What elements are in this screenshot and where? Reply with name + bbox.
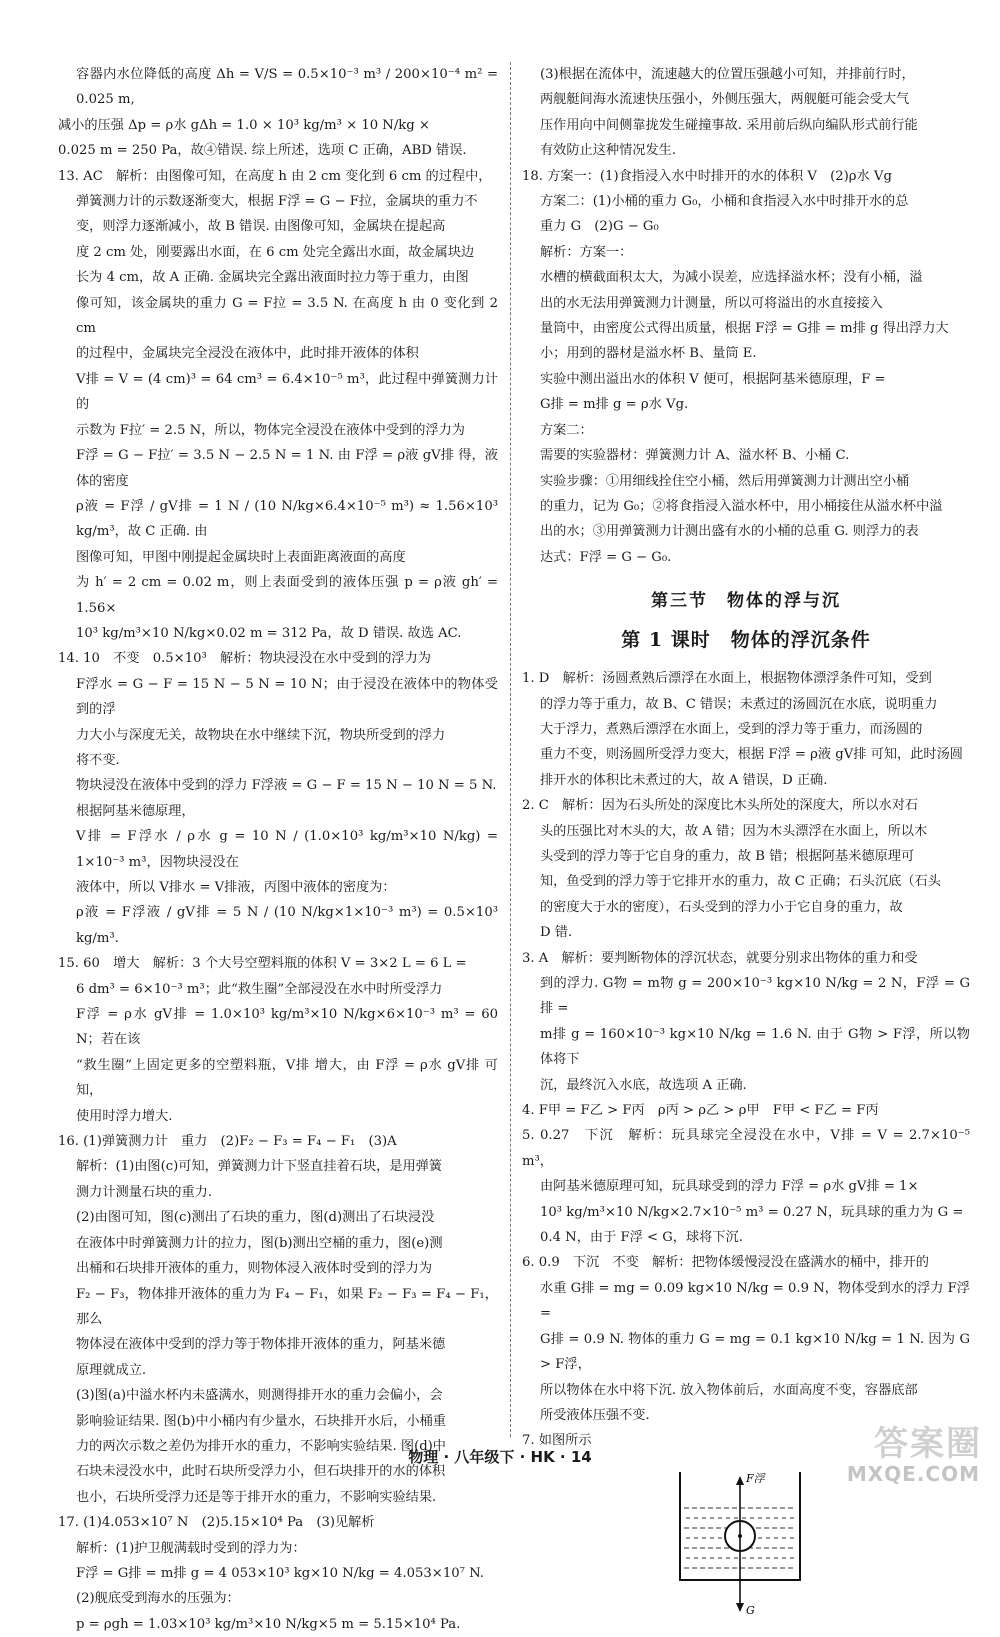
- text-line: (2)由图可知，图(c)测出了石块的重力，图(d)测出了石块浸没: [76, 1210, 435, 1226]
- text-line: 图像可知，甲图中刚提起金属块时上表面距离液面的高度: [76, 549, 406, 565]
- right-column-bottom: [522, 666, 970, 1454]
- text-line: “救生圈”上固定更多的空塑料瓶，V排 增大，由 F浮 = ρ水 gV排 可知，: [76, 1057, 498, 1099]
- text-line: 变，则浮力逐渐减小，故 B 错误. 由图像可知，金属块在提起高: [76, 219, 446, 235]
- section-title: 第三节 物体的浮与沉: [651, 591, 841, 612]
- text-line: 容器内水位降低的高度 Δh = V/S = 0.5×10⁻³ m³ / 200×10⁻⁴ m² = 0.025 m,: [76, 67, 498, 108]
- text-line: D 错.: [540, 925, 573, 941]
- text-line: 到的浮力. G物 = m物 g = 200×10⁻³ kg×10 N/kg = 2 N，F浮 = G排 =: [540, 976, 970, 1017]
- text-line: 头受到的浮力等于它自身的重力，故 B 错；根据阿基米德原理可: [540, 848, 915, 864]
- text-line: 物体浸在液体中受到的浮力等于物体排开液体的重力，阿基米德: [76, 1337, 446, 1353]
- text-line: 水重 G排 = mg = 0.09 kg×10 N/kg = 0.9 N，物体受到水的浮力 F浮 =: [540, 1280, 970, 1322]
- text-line: 所受液体压强不变.: [540, 1407, 650, 1423]
- text-line: F浮 = G − F拉′ = 3.5 N − 2.5 N = 1 N. 由 F浮 = ρ液 gV排 得，液体的密度: [76, 448, 498, 489]
- text-line: 3. A 解析：要判断物体的浮沉状态，就要分别求出物体的重力和受: [522, 950, 918, 966]
- text-line: 重力不变，则汤圆所受浮力变大，根据 F浮 = ρ液 gV排 可知，此时汤圆: [540, 747, 963, 763]
- text-line: 5. 0.27 下沉 解析：玩具球完全浸没在水中，V排 = V = 2.7×10⁻⁵ m³，: [522, 1128, 970, 1169]
- text-line: 弹簧测力计的示数逐渐变大，根据 F浮 = G − F拉，金属块的重力不: [76, 194, 478, 210]
- text-line: 的密度大于水的密度），石头受到的浮力小于它自身的重力，故: [540, 899, 903, 915]
- text-line: 13. AC 解析：由图像可知，在高度 h 由 2 cm 变化到 6 cm 的过程中，: [58, 168, 492, 184]
- text-line: 像可知，该金属块的重力 G = F拉 = 3.5 N. 在高度 h 由 0 变化到 2 cm: [76, 295, 498, 337]
- text-line: 10³ kg/m³×10 N/kg×0.02 m = 312 Pa，故 D 错误. 故选 AC.: [76, 625, 462, 641]
- text-line: 知，鱼受到的浮力等于它排开水的重力，故 C 正确；石头沉底（石头: [540, 874, 941, 890]
- text-line: F浮 = ρ水 gV排 = 1.0×10³ kg/m³×10 N/kg×6×10⁻³ m³ = 60 N；若在该: [76, 1007, 498, 1048]
- text-line: 石块未浸没水中，此时石块所受浮力小，但石块排开的水的体积: [76, 1464, 446, 1480]
- text-line: 6. 0.9 下沉 不变 解析：把物体缓慢浸没在盛满水的桶中，排开的: [522, 1255, 929, 1271]
- text-line: 14. 10 不变 0.5×10³ 解析：物块浸没在水中受到的浮力为: [58, 651, 431, 667]
- text-line: 0.4 N，由于 F浮 < G，球将下沉.: [540, 1230, 743, 1246]
- text-line: V排 = F浮水 / ρ水 g = 10 N / (1.0×10³ kg/m³×10 N/kg) = 1×10⁻³ m³，因物块浸没在: [76, 829, 498, 870]
- text-line: G排 = 0.9 N. 物体的重力 G = mg = 0.1 kg×10 N/kg = 1 N. 因为 G > F浮，: [540, 1331, 970, 1373]
- text-line: 16. (1)弹簧测力计 重力 (2)F₂ − F₃ = F₄ − F₁ (3)A: [58, 1134, 397, 1150]
- text-line: 实验步骤：①用细线拴住空小桶，然后用弹簧测力计测出空小桶: [540, 473, 910, 489]
- text-line: 2. C 解析：因为石头所处的深度比木头所处的深度大，所以水对石: [522, 798, 919, 814]
- text-line: 达式：F浮 = G − G₀.: [540, 549, 672, 565]
- text-line: p = ρgh = 1.03×10³ kg/m³×10 N/kg×5 m = 5.15×10⁴ Pa.: [76, 1616, 461, 1632]
- text-line: 出桶和石块排开液体的重力，则物体浸入液体时受到的浮力为: [76, 1261, 433, 1277]
- text-line: 0.025 m = 250 Pa，故④错误. 综上所述，选项 C 正确，ABD 错误.: [58, 143, 467, 159]
- text-line: 的浮力等于重力，故 B、C 错误；未煮过的汤圆沉在水底，说明重力: [540, 696, 938, 712]
- watermark-logo: [822, 1416, 982, 1486]
- text-line: 两舰艇间海水流速快压强小，外侧压强大，两舰艇可能会受大气: [540, 92, 910, 108]
- text-line: 大于浮力，煮熟后漂浮在水面上，受到的浮力等于重力，而汤圆的: [540, 721, 923, 737]
- text-line: F浮 = G排 = m排 g = 4 053×10³ kg×10 N/kg = 4.053×10⁷ N.: [76, 1565, 485, 1581]
- container-figure: [674, 1468, 806, 1618]
- text-line: 重力 G (2)G − G₀: [540, 219, 659, 235]
- text-line: (2)舰底受到海水的压强为：: [76, 1591, 240, 1607]
- text-line: 7. 如图所示: [522, 1433, 592, 1449]
- text-line: 量筒中，由密度公式得出质量，根据 F浮 = G排 = m排 g 得出浮力大: [540, 321, 949, 337]
- text-line: 水槽的横截面积太大，为减小误差，应选择溢水杯；没有小桶，溢: [540, 270, 923, 286]
- text-line: 影响验证结果. 图(b)中小桶内有少量水，石块排开水后，小桶重: [76, 1413, 446, 1429]
- text-line: G排 = m排 g = ρ水 Vg.: [540, 397, 689, 413]
- text-line: 解析：(1)护卫舰满载时受到的浮力为：: [76, 1540, 306, 1556]
- text-line: 使用时浮力增大.: [76, 1108, 173, 1124]
- watermark-url: MXQE.COM: [846, 1462, 980, 1486]
- right-column: [522, 62, 970, 1618]
- text-line: (3)根据在流体中，流速越大的位置压强越小可知，并排前行时，: [540, 67, 915, 82]
- text-line: 方案二：(1)小桶的重力 G₀，小桶和食指浸入水中时排开水的总: [540, 194, 909, 210]
- text-line: ρ液 = F浮液 / gV排 = 5 N / (10 N/kg×1×10⁻³ m³) = 0.5×10³ kg/m³.: [76, 905, 498, 946]
- text-line: 根据阿基米德原理，: [76, 803, 195, 819]
- text-line: 需要的实验器材：弹簧测力计 A、溢水杯 B、小桶 C.: [540, 448, 850, 464]
- text-line: 沉，最终沉入水底，故选项 A 正确.: [540, 1077, 747, 1093]
- text-line: F₂ − F₃，物体排开液体的重力为 F₄ − F₁，如果 F₂ − F₃ = F₄ − F₁，那么: [76, 1286, 498, 1327]
- text-line: 15. 60 增大 解析：3 个大号空塑料瓶的体积 V = 3×2 L = 6 L =: [58, 956, 467, 972]
- text-line: 实验中测出溢出水的体积 V 便可，根据阿基米德原理，F =: [540, 371, 886, 387]
- text-line: 有效防止这种情况发生.: [540, 143, 677, 159]
- text-line: 排开水的体积比未煮过的大，故 A 错误，D 正确.: [540, 772, 828, 788]
- text-line: 17. (1)4.053×10⁷ N (2)5.15×10⁴ Pa (3)见解析: [58, 1515, 375, 1531]
- text-line: 出的水；③用弹簧测力计测出盛有水的小桶的总重 G. 则浮力的表: [540, 524, 919, 540]
- text-line: 出的水无法用弹簧测力计测量，所以可将溢出的水直接接入: [540, 295, 883, 311]
- gravity-label: G: [746, 1603, 755, 1617]
- lesson-title: 第 1 课时 物体的浮沉条件: [621, 629, 871, 652]
- buoyant-force-label: F浮: [746, 1471, 765, 1485]
- page-footer: 物理 · 八年级下 · HK · 14: [408, 1448, 592, 1466]
- text-line: 1. D 解析：汤圆煮熟后漂浮在水面上，根据物体漂浮条件可知，受到: [522, 671, 932, 687]
- text-line: m排 g = 160×10⁻³ kg×10 N/kg = 1.6 N. 由于 G物 > F浮，所以物体将下: [540, 1026, 970, 1068]
- text-line: 将不变.: [76, 752, 120, 768]
- text-line: 物块浸没在液体中受到的浮力 F浮液 = G − F = 15 N − 10 N = 5 N.: [76, 778, 497, 794]
- right-column-top: [522, 62, 970, 570]
- text-line: 示数为 F拉′ = 2.5 N，所以，物体完全浸没在液体中受到的浮力为: [76, 422, 465, 438]
- text-line: F浮水 = G − F = 15 N − 5 N = 10 N；由于浸没在液体中的物体受到的浮: [76, 676, 498, 718]
- text-line: 头的压强比对木头的大，故 A 错；因为木头漂浮在水面上，所以木: [540, 823, 928, 839]
- text-line: 减小的压强 Δp = ρ水 gΔh = 1.0 × 10³ kg/m³ × 10 N/kg ×: [58, 117, 430, 133]
- buoyancy-diagram: [674, 1468, 806, 1618]
- left-column: [58, 62, 498, 1637]
- text-line: 压作用向中间侧靠拢发生碰撞事故. 采用前后纵向编队形式前行能: [540, 117, 918, 133]
- text-line: 为 h′ = 2 cm = 0.02 m，则上表面受到的液体压强 p = ρ液 gh′ = 1.56×: [76, 575, 498, 616]
- text-line: 6 dm³ = 6×10⁻³ m³；此“救生圈”全部浸没在水中时所受浮力: [76, 981, 443, 997]
- text-line: 长为 4 cm，故 A 正确. 金属块完全露出液面时拉力等于重力，由图: [76, 270, 469, 286]
- column-divider: [510, 62, 511, 1437]
- text-line: ρ液 = F浮 / gV排 = 1 N / (10 N/kg×6.4×10⁻⁵ m³) ≈ 1.56×10³ kg/m³，故 C 正确. 由: [76, 498, 498, 540]
- text-line: 所以物体在水中将下沉. 放入物体前后，水面高度不变，容器底部: [540, 1382, 918, 1398]
- text-line: 度 2 cm 处，刚要露出水面，在 6 cm 处完全露出水面，故金属块边: [76, 244, 475, 260]
- text-line: 方案二：: [540, 422, 593, 438]
- text-line: 在液体中时弹簧测力计的拉力，图(b)测出空桶的重力，图(e)测: [76, 1235, 443, 1251]
- text-line: 的重力，记为 G₀；②将食指浸入溢水杯中，用小桶接住从溢水杯中溢: [540, 498, 943, 514]
- text-line: 原理就成立.: [76, 1362, 147, 1378]
- text-line: 测力计测量石块的重力.: [76, 1184, 213, 1200]
- text-line: (3)图(a)中溢水杯内未盛满水，则测得排开水的重力会偏小，会: [76, 1388, 443, 1404]
- text-line: 力大小与深度无关，故物块在水中继续下沉，物块所受到的浮力: [76, 727, 446, 743]
- text-line: 4. F甲 = F乙 > F丙 ρ丙 > ρ乙 > ρ甲 F甲 < F乙 = F丙: [522, 1103, 879, 1119]
- text-line: 也小，石块所受浮力还是等于排开水的重力，不影响实验结果.: [76, 1489, 437, 1505]
- text-line: 小；用到的器材是溢水杯 B、量筒 E.: [540, 346, 757, 362]
- text-line: 力的两次示数之差仍为排开水的重力，不影响实验结果. 图(d)中: [76, 1438, 446, 1454]
- text-line: 由阿基米德原理可知，玩具球受到的浮力 F浮 = ρ水 gV排 = 1×: [540, 1179, 919, 1195]
- text-line: 10³ kg/m³×10 N/kg×2.7×10⁻⁵ m³ = 0.27 N，玩具球的重力为 G =: [540, 1204, 964, 1220]
- text-line: 液体中，所以 V排水 = V排液，丙图中液体的密度为：: [76, 880, 396, 895]
- text-line: 18. 方案一：(1)食指浸入水中时排开的水的体积 V (2)ρ水 Vg: [522, 168, 892, 184]
- text-line: 解析：(1)由图(c)可知，弹簧测力计下竖直挂着石块，是用弹簧: [76, 1159, 443, 1175]
- watermark-text: 答案圈: [874, 1424, 982, 1464]
- text-line: 解析：方案一：: [540, 244, 633, 260]
- text-line: 的过程中，金属块完全浸没在液体中，此时排开液体的体积: [76, 346, 419, 362]
- text-line: V排 = V = (4 cm)³ = 64 cm³ = 6.4×10⁻⁵ m³，此过程中弹簧测力计的: [76, 371, 498, 413]
